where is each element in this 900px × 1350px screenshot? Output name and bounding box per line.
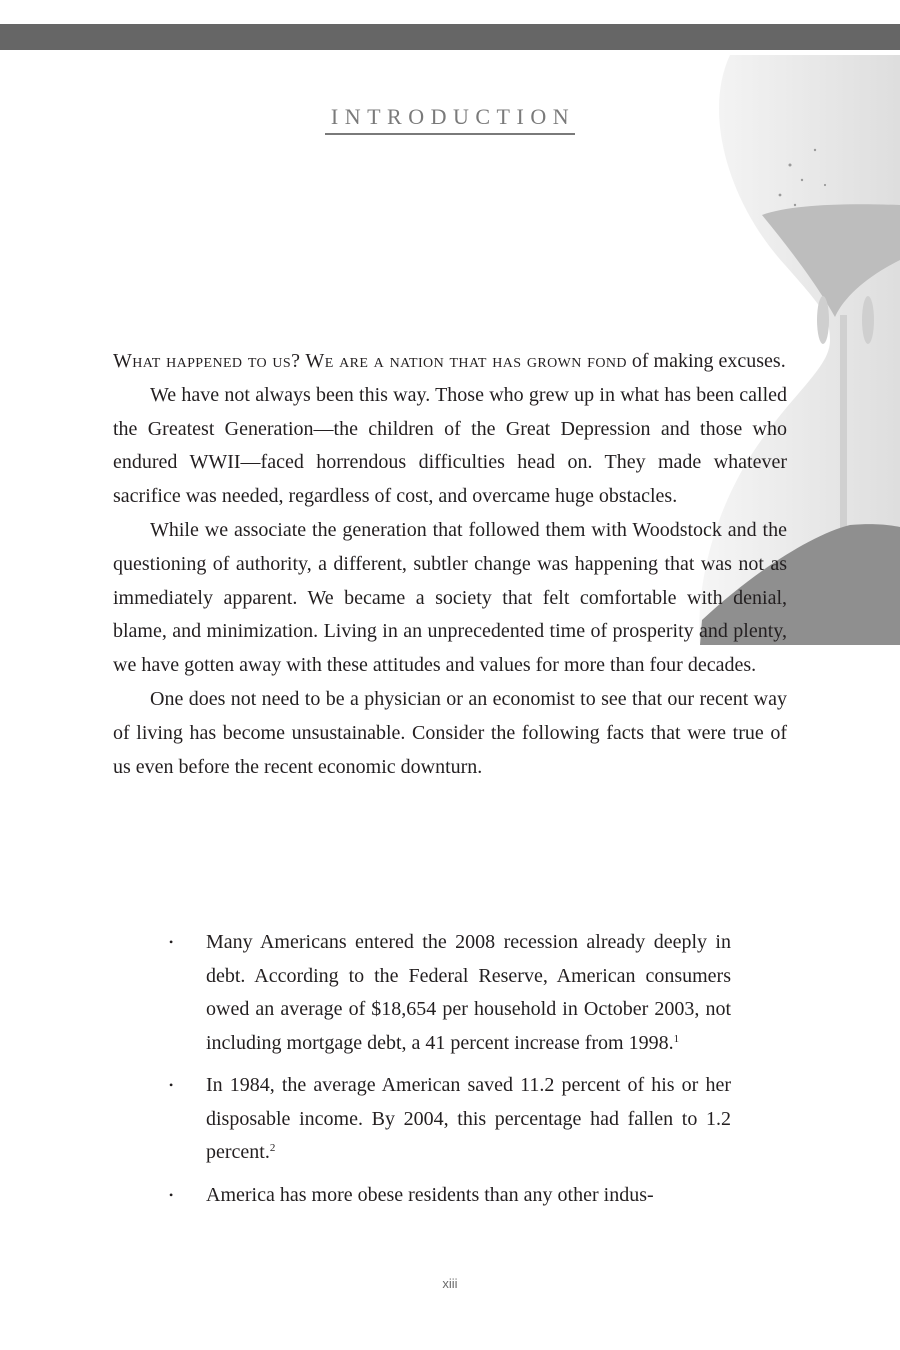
list-item-text: In 1984, the average American saved 11.2 percent of his or her disposable income. By 2004, this percentage had fallen to 1.2 percent. <box>206 1074 731 1163</box>
opening-line: What happened to us? We are a nation that has grown fond <box>113 350 627 372</box>
paragraph-1 <box>113 345 787 379</box>
body-text <box>113 345 787 784</box>
paragraph-3: While we associate the generation that followed them with Woodstock and the questioning of authority, a different, subtler change was happening that was not as immediately apparent. We became a society that felt comfortable with denial, blame, and minimization. Living in an unprecedented time of prosperity and plenty, we have gotten away with these attitudes and values for more than four decades. <box>113 518 787 677</box>
footnote-ref[interactable]: 1 <box>673 1032 680 1045</box>
chapter-title-text: INTRODUCTION <box>325 104 575 135</box>
fact-list <box>169 926 731 1221</box>
chapter-title <box>0 104 900 135</box>
paragraph-4: One does not need to be a physician or an economist to see that our recent way of living has become unsustainable. Consider the following facts that were true of us even before the recent economic downturn. <box>113 687 787 778</box>
list-item <box>169 926 731 1060</box>
list-item <box>169 1179 731 1213</box>
bullet-icon: • <box>169 935 174 949</box>
paragraph-2: We have not always been this way. Those who grew up in what has been called the Greatest Generation—the children of the Great Depression and those who endured WWII—faced horrendous difficulties head on. They made whatever sacrifice was needed, regardless of cost, and overcame huge obstacles. <box>113 383 787 508</box>
list-item <box>169 1069 731 1170</box>
bullet-icon: • <box>169 1187 174 1202</box>
bullet-icon: • <box>169 1078 174 1092</box>
list-item-text: America has more obese residents than any other indus- <box>206 1183 654 1206</box>
paragraph-1-rest: of making excuses. <box>631 350 786 372</box>
top-header-bar <box>0 24 900 50</box>
footnote-ref[interactable]: 2 <box>269 1142 276 1154</box>
list-item-text: Many Americans entered the 2008 recession already deeply in debt. According to the Federal Reserve, American consumers owed an average of $18,654 per household in October 2003, not including mortgage debt, a 41 percent increase from 1998. <box>206 931 731 1054</box>
page-number: xiii <box>442 1276 458 1291</box>
